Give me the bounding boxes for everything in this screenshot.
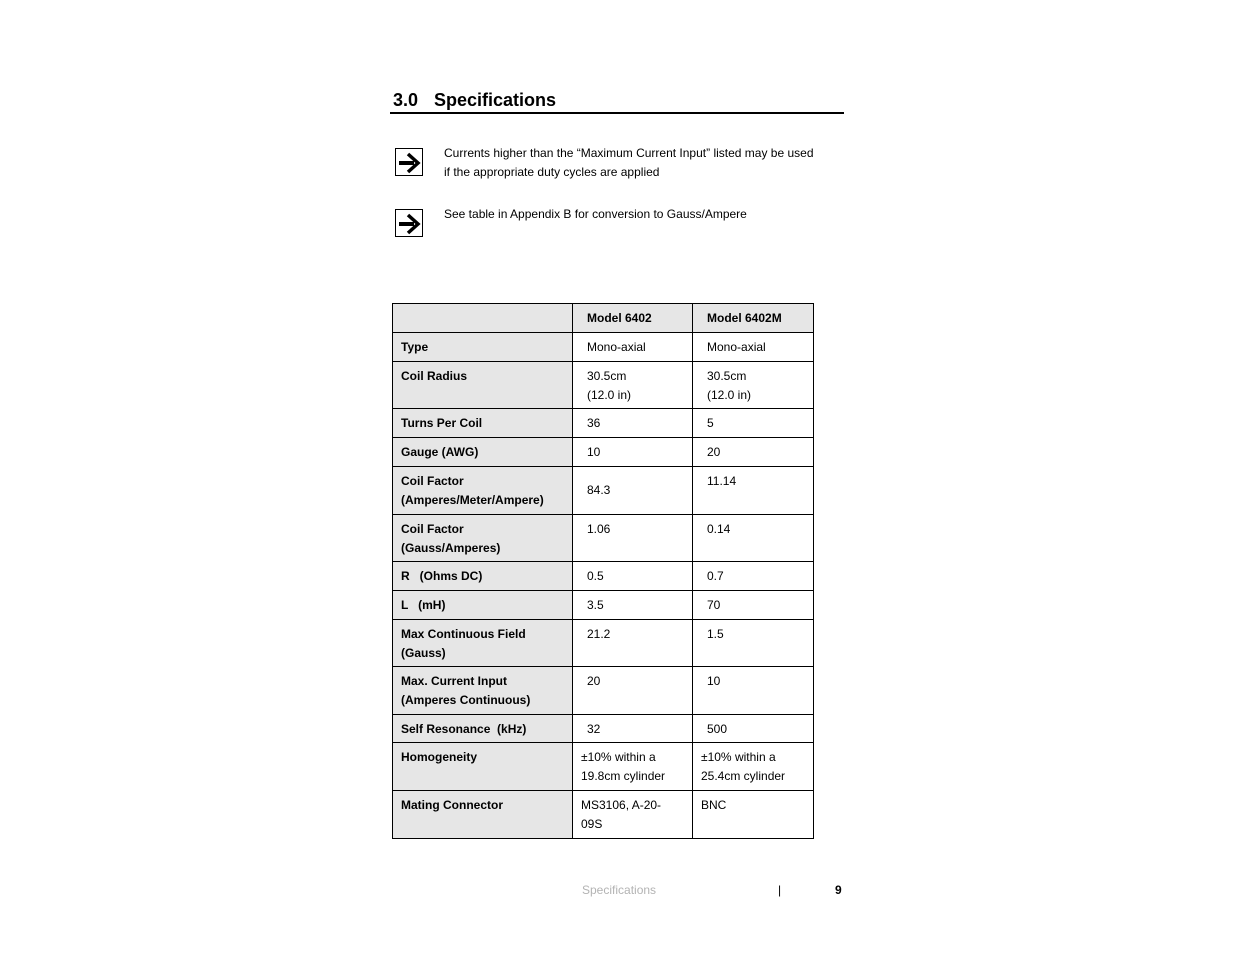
row-label: Coil Factor (Amperes/Meter/Ampere) [393,467,573,515]
table-row [393,791,814,839]
row-label: Max Continuous Field (Gauss) [393,620,573,667]
header-cell-empty [393,304,573,333]
cell-model-6402m: 30.5cm (12.0 in) [693,362,814,409]
cell-model-6402: 36 [573,409,693,438]
table-row [393,438,814,467]
note-line: Currents higher than the “Maximum Current Input” listed may be used [444,146,814,160]
row-label: Turns Per Coil [393,409,573,438]
cell-model-6402m: 5 [693,409,814,438]
cell-model-6402m: 1.5 [693,620,814,667]
row-label: Type [393,333,573,362]
cell-model-6402m: 70 [693,591,814,620]
cell-model-6402m: 0.7 [693,562,814,591]
row-label: Mating Connector [393,791,573,839]
note-line: if the appropriate duty cycles are applied [444,165,660,179]
cell-model-6402m: 20 [693,438,814,467]
cell-model-6402m: 11.14 [693,467,814,515]
page-number: 9 [835,883,842,897]
row-label: Self Resonance (kHz) [393,715,573,743]
cell-model-6402m: 500 [693,715,814,743]
cell-model-6402: 0.5 [573,562,693,591]
footer-separator: | [778,883,782,897]
cell-model-6402: 30.5cm (12.0 in) [573,362,693,409]
table-row [393,620,814,667]
table-row [393,591,814,620]
cell-model-6402m: Mono-axial [693,333,814,362]
header-cell-model-6402m: Model 6402M [693,304,814,333]
footer-section-name: Specifications [582,883,657,897]
row-label: Coil Radius [393,362,573,409]
section-number: 3.0 [393,90,419,110]
row-label: Coil Factor (Gauss/Amperes) [393,515,573,562]
row-label: Homogeneity [393,743,573,791]
header-cell-model-6402: Model 6402 [573,304,693,333]
note-text [444,144,844,182]
table-row [393,743,814,791]
cell-model-6402m: 0.14 [693,515,814,562]
table-row [393,515,814,562]
table-row [393,667,814,715]
cell-model-6402: 21.2 [573,620,693,667]
table-row [393,362,814,409]
row-label: L (mH) [393,591,573,620]
row-label: Max. Current Input (Amperes Continuous) [393,667,573,715]
cell-model-6402m: BNC [693,791,814,839]
section-heading [390,86,844,114]
note-text [444,205,844,224]
table-row [393,409,814,438]
arrow-right-icon [395,148,423,176]
cell-model-6402m: ±10% within a 25.4cm cylinder [693,743,814,791]
cell-model-6402: 10 [573,438,693,467]
cell-model-6402: MS3106, A-20- 09S [573,791,693,839]
cell-model-6402: 84.3 [573,467,693,515]
cell-model-6402: 3.5 [573,591,693,620]
cell-model-6402: 32 [573,715,693,743]
table-row [393,333,814,362]
table-row [393,715,814,743]
table-header-row [393,304,814,333]
arrow-right-icon [395,209,423,237]
specifications-table [392,303,814,839]
section-title: Specifications [434,90,557,110]
cell-model-6402: ±10% within a 19.8cm cylinder [573,743,693,791]
row-label: Gauge (AWG) [393,438,573,467]
cell-model-6402: 20 [573,667,693,715]
table-row [393,467,814,515]
table-row [393,562,814,591]
row-label: R (Ohms DC) [393,562,573,591]
note-line: See table in Appendix B for conversion to Gauss/Ampere [444,207,747,221]
cell-model-6402: Mono-axial [573,333,693,362]
cell-model-6402m: 10 [693,667,814,715]
cell-model-6402: 1.06 [573,515,693,562]
